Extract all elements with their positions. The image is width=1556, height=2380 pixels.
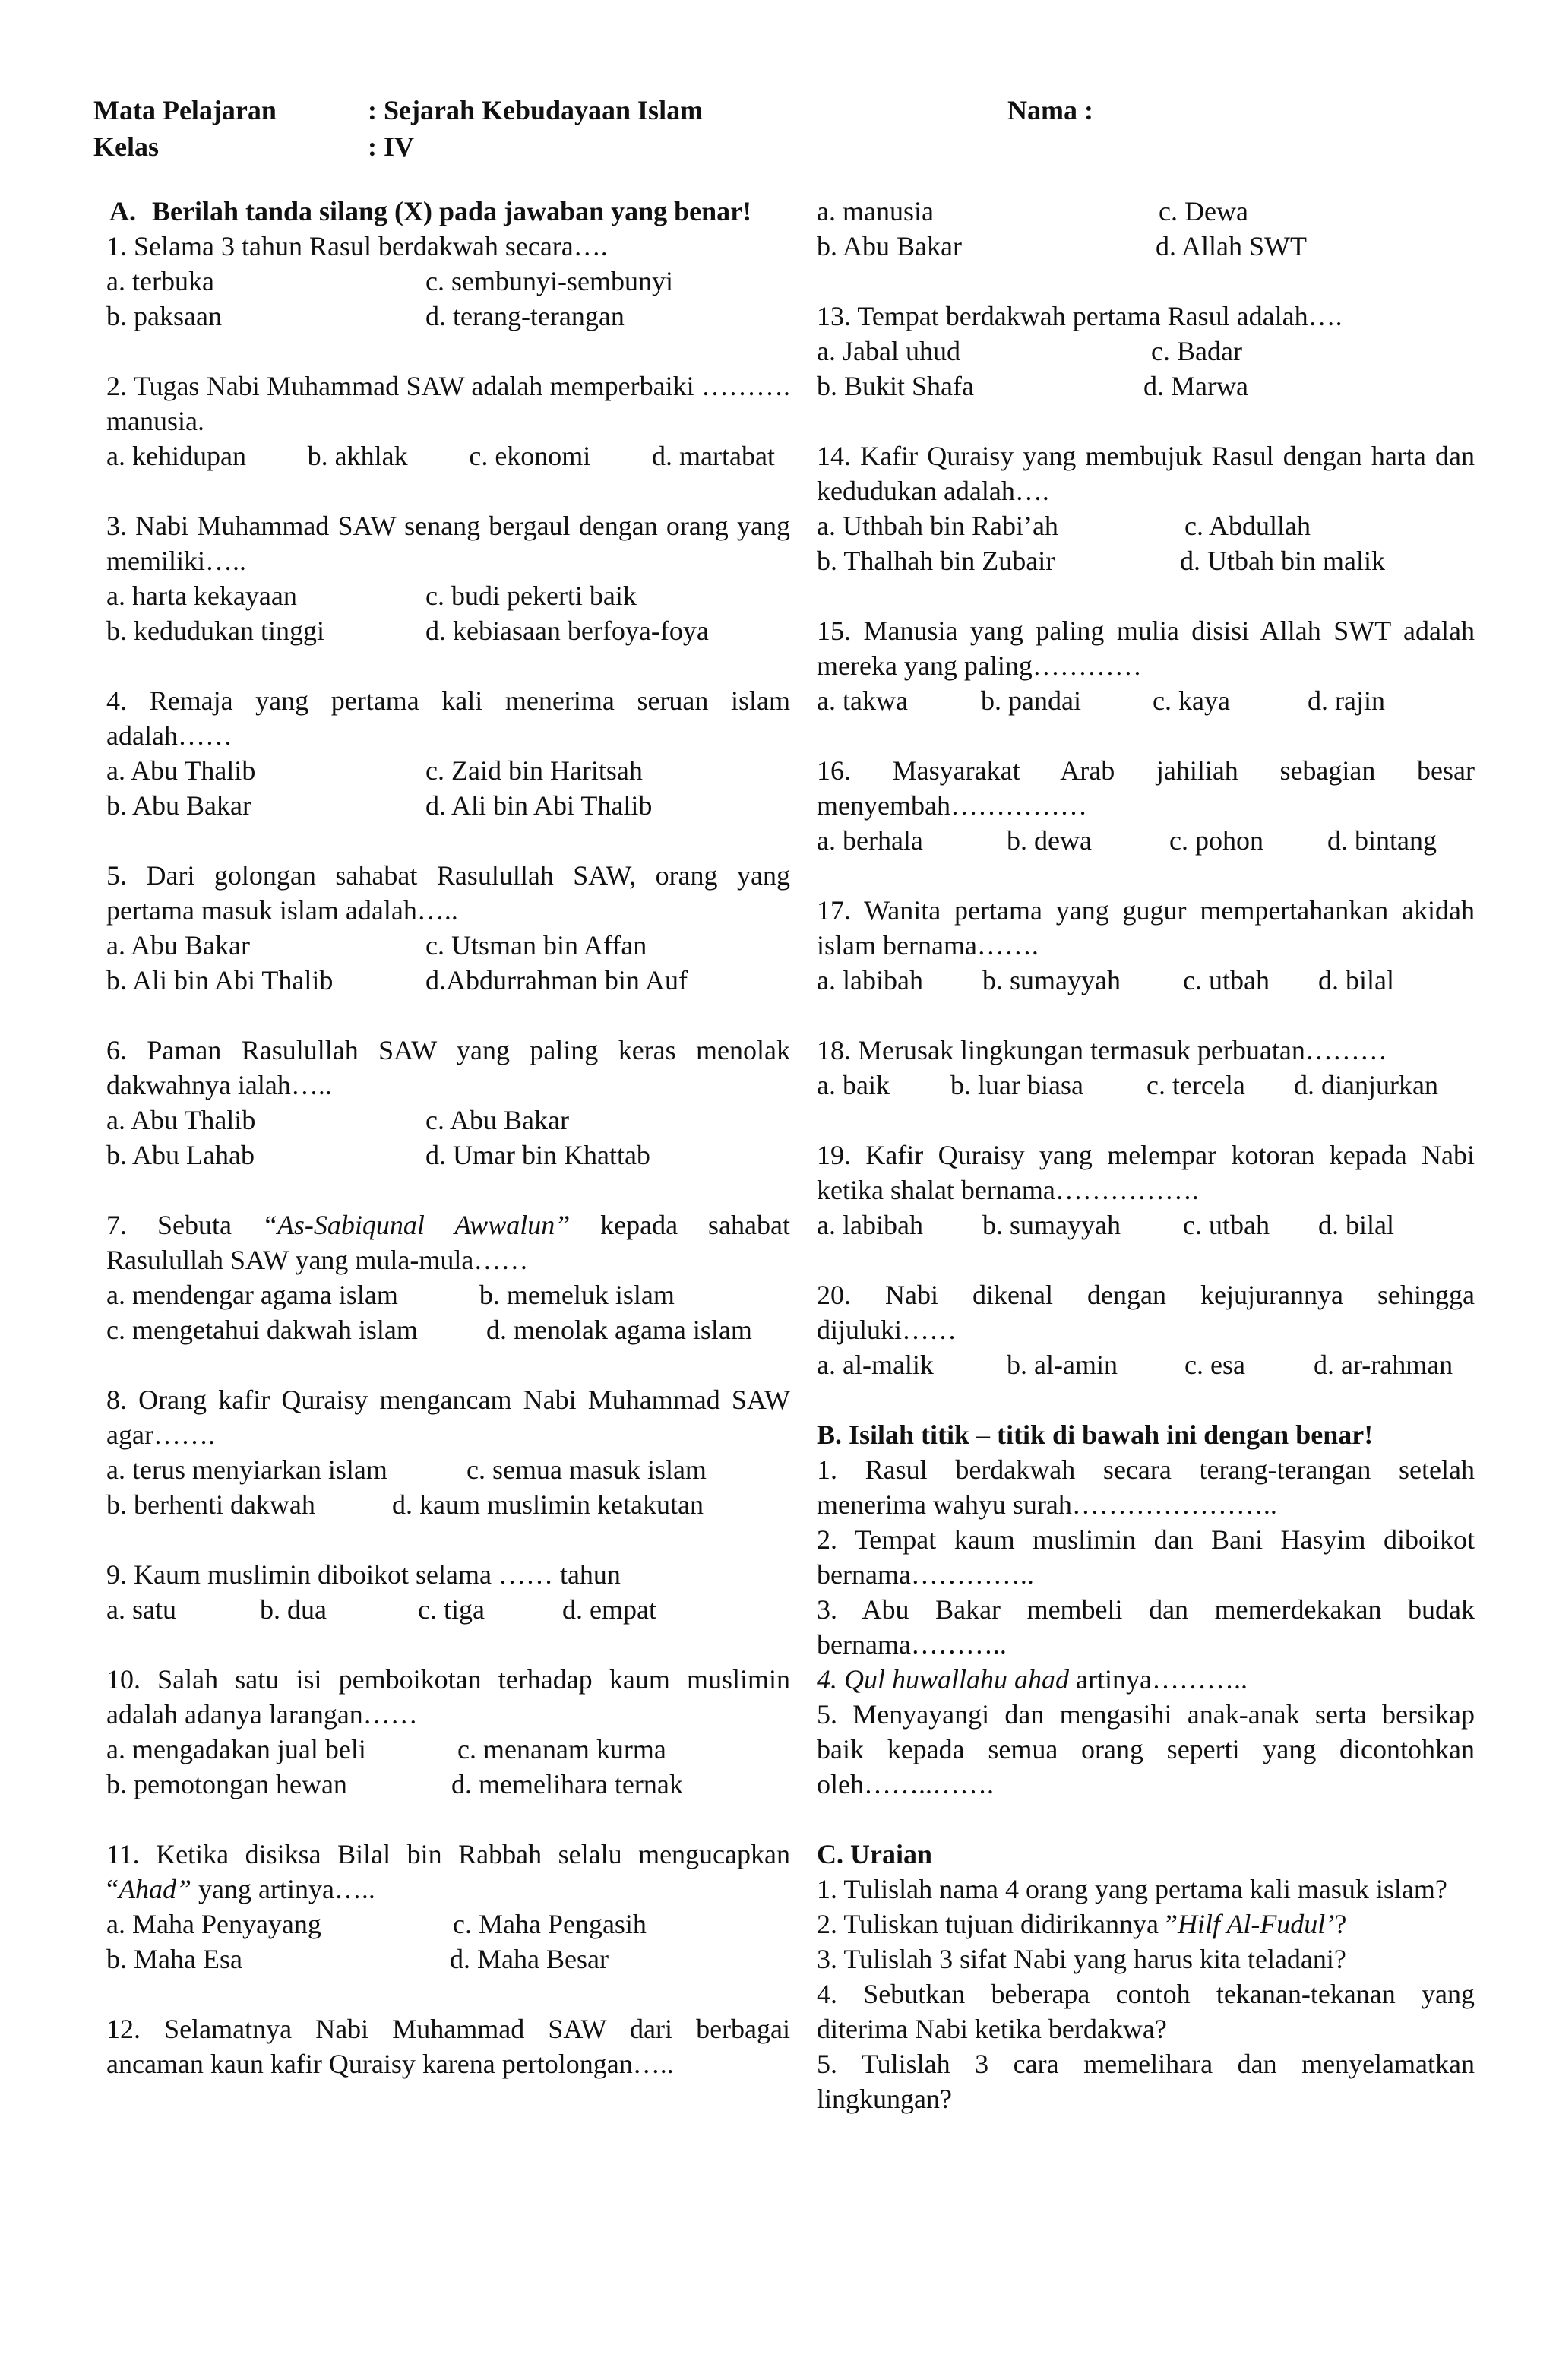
option-a[interactable]: a. mendengar agama islam [106, 1280, 398, 1310]
section-b-item-1: 1. Rasul berdakwah secara terang-terangan setelah menerima wahyu surah………………….. [817, 1454, 1475, 1520]
option-a[interactable]: a. al-malik [817, 1350, 934, 1380]
question-1 [106, 229, 790, 334]
option-d[interactable]: d. empat [562, 1594, 656, 1625]
question-text: 7. Sebuta “As-Sabiqunal Awwalun” kepada sahabat Rasulullah SAW yang mula-mula…… [106, 1210, 790, 1275]
option-a[interactable]: a. takwa [817, 685, 908, 716]
section-c-item-4: 4. Sebutkan beberapa contoh tekanan-tekanan yang diterima Nabi ketika berdakwa? [817, 1979, 1475, 2044]
option-c[interactable]: c. tercela [1146, 1070, 1245, 1100]
option-a[interactable]: a. Abu Thalib [106, 755, 256, 786]
question-text: 17. Wanita pertama yang gugur mempertahankan akidah islam bernama……. [817, 895, 1475, 961]
question-2 [106, 369, 790, 473]
question-20 [817, 1277, 1475, 1382]
option-b[interactable]: b. al-amin [1007, 1350, 1118, 1380]
subject-value: : Sejarah Kebudayaan Islam [368, 95, 704, 125]
question-text: 20. Nabi dikenal dengan kejujurannya sehingga dijuluki…… [817, 1280, 1475, 1345]
option-a[interactable]: a. baik [817, 1070, 890, 1100]
option-c[interactable]: c. kaya [1153, 685, 1230, 716]
option-b[interactable]: b. sumayyah [982, 1210, 1121, 1240]
option-c[interactable]: c. utbah [1183, 965, 1270, 995]
section-b-item-3: 3. Abu Bakar membeli dan memerdekakan budak bernama……….. [817, 1594, 1475, 1660]
option-b[interactable]: b. sumayyah [982, 965, 1121, 995]
option-c[interactable]: c. esa [1184, 1350, 1245, 1380]
class-value: : IV [368, 131, 414, 162]
option-b[interactable]: b. akhlak [307, 441, 408, 471]
option-a[interactable]: a. Abu Thalib [106, 1105, 256, 1135]
option-b[interactable]: b. paksaan [106, 301, 222, 331]
question-19 [817, 1138, 1475, 1242]
question-text: 10. Salah satu isi pemboikotan terhadap kaum muslimin adalah adanya larangan…… [106, 1664, 790, 1730]
section-a-letter: A. [109, 196, 136, 226]
option-a[interactable]: a. harta kekayaan [106, 581, 297, 611]
question-text: 16. Masyarakat Arab jahiliah sebagian besar menyembah…………… [817, 755, 1475, 821]
option-b[interactable]: b. kedudukan tinggi [106, 616, 324, 646]
option-b[interactable]: b. berhenti dakwah [106, 1489, 315, 1520]
option-d[interactable]: d. Utbah bin malik [1180, 546, 1385, 576]
question-text: 4. Remaja yang pertama kali menerima seruan islam adalah…… [106, 685, 790, 751]
question-16 [817, 753, 1475, 858]
option-d[interactable]: d. Marwa [1143, 371, 1248, 401]
option-c[interactable]: c. menanam kurma [457, 1734, 666, 1764]
question-4 [106, 683, 790, 823]
section-c-item-1: 1. Tulislah nama 4 orang yang pertama kali masuk islam? [817, 1874, 1447, 1904]
question-text: 1. Selama 3 tahun Rasul berdakwah secara…. [106, 231, 608, 261]
option-d[interactable]: d.Abdurrahman bin Auf [425, 965, 688, 995]
option-c[interactable]: c. Abdullah [1184, 511, 1311, 541]
question-text: 18. Merusak lingkungan termasuk perbuatan……… [817, 1035, 1387, 1065]
option-d[interactable]: d. ar-rahman [1314, 1350, 1453, 1380]
option-b[interactable]: b. Bukit Shafa [817, 371, 974, 401]
option-c[interactable]: c. Dewa [1159, 196, 1248, 226]
question-text: 14. Kafir Quraisy yang membujuk Rasul dengan harta dan kedudukan adalah…. [817, 441, 1475, 506]
section-a-heading [106, 194, 790, 229]
option-d[interactable]: d. kaum muslimin ketakutan [392, 1489, 704, 1520]
option-a[interactable]: a. Uthbah bin Rabi’ah [817, 511, 1058, 541]
question-text: 11. Ketika disiksa Bilal bin Rabbah selalu mengucapkan “Ahad” yang artinya….. [106, 1839, 790, 1904]
section-b-item-2: 2. Tempat kaum muslimin dan Bani Hasyim diboikot bernama………….. [817, 1524, 1475, 1590]
option-a[interactable]: a. terbuka [106, 266, 214, 296]
option-a[interactable]: a. satu [106, 1594, 176, 1625]
option-c[interactable]: c. mengetahui dakwah islam [106, 1315, 418, 1345]
section-b [817, 1417, 1475, 1802]
question-9 [106, 1557, 790, 1627]
section-b-item-5: 5. Menyayangi dan mengasihi anak-anak serta bersikap baik kepada semua orang seperti yang dicontohkan oleh……..……. [817, 1699, 1475, 1799]
option-d[interactable]: d. Umar bin Khattab [425, 1140, 650, 1170]
option-b[interactable]: b. Thalhah bin Zubair [817, 546, 1055, 576]
option-a[interactable]: a. mengadakan jual beli [106, 1734, 366, 1764]
question-18 [817, 1033, 1475, 1103]
option-c[interactable]: c. ekonomi [469, 441, 591, 471]
option-b[interactable]: b. Abu Bakar [106, 790, 251, 821]
option-b[interactable]: b. dua [260, 1594, 327, 1625]
question-3 [106, 508, 790, 648]
question-7 [106, 1207, 790, 1347]
option-d[interactable]: d. Ali bin Abi Thalib [425, 790, 653, 821]
option-b[interactable]: b. pandai [981, 685, 1081, 716]
option-c[interactable]: c. Abu Bakar [425, 1105, 569, 1135]
section-a-title: Berilah tanda silang (X) pada jawaban yang benar! [152, 196, 752, 226]
option-d[interactable]: d. Allah SWT [1156, 231, 1307, 261]
option-d[interactable]: d. martabat [652, 441, 775, 471]
option-c[interactable]: c. sembunyi-sembunyi [425, 266, 673, 296]
option-d[interactable]: d. bilal [1318, 1210, 1394, 1240]
option-d[interactable]: d. menolak agama islam [486, 1315, 752, 1345]
option-c[interactable]: c. utbah [1183, 1210, 1270, 1240]
option-a[interactable]: a. berhala [817, 825, 923, 856]
section-c-title: C. Uraian [817, 1839, 932, 1869]
option-d[interactable]: d. rajin [1308, 685, 1385, 716]
option-d[interactable]: d. memelihara ternak [451, 1769, 683, 1799]
option-c[interactable]: c. Utsman bin Affan [425, 930, 647, 961]
section-b-title: B. Isilah titik – titik di bawah ini dengan benar! [817, 1419, 1374, 1450]
section-c-item-5: 5. Tulislah 3 cara memelihara dan menyelamatkan lingkungan? [817, 2049, 1475, 2114]
question-text: 19. Kafir Quraisy yang melempar kotoran kepada Nabi ketika shalat bernama……………. [817, 1140, 1475, 1205]
question-12-options [817, 194, 1475, 264]
option-a[interactable]: a. Abu Bakar [106, 930, 250, 961]
option-a[interactable]: a. manusia [817, 196, 934, 226]
question-11 [106, 1837, 790, 1976]
option-d[interactable]: d. dianjurkan [1294, 1070, 1438, 1100]
question-10 [106, 1662, 790, 1802]
question-text: 13. Tempat berdakwah pertama Rasul adalah…. [817, 301, 1343, 331]
question-text: 8. Orang kafir Quraisy mengancam Nabi Muhammad SAW agar……. [106, 1385, 790, 1450]
question-6 [106, 1033, 790, 1173]
option-b[interactable]: b. dewa [1007, 825, 1092, 856]
class-label: Kelas [93, 131, 159, 162]
option-d[interactable]: d. bilal [1318, 965, 1394, 995]
left-column [106, 194, 790, 2081]
option-a[interactable]: a. labibah [817, 1210, 923, 1240]
option-c[interactable]: c. pohon [1169, 825, 1263, 856]
option-c[interactable]: c. tiga [418, 1594, 485, 1625]
question-14 [817, 438, 1475, 578]
question-text: 9. Kaum muslimin diboikot selama …… tahun [106, 1559, 621, 1590]
question-text: 6. Paman Rasulullah SAW yang paling keras menolak dakwahnya ialah….. [106, 1035, 790, 1100]
option-d[interactable]: d. kebiasaan berfoya-foya [425, 616, 709, 646]
option-c[interactable]: c. Badar [1151, 336, 1242, 366]
option-a[interactable]: a. kehidupan [106, 441, 246, 471]
option-a[interactable]: a. terus menyiarkan islam [106, 1454, 387, 1485]
option-a[interactable]: a. labibah [817, 965, 923, 995]
option-b[interactable]: b. Abu Lahab [106, 1140, 255, 1170]
section-c-item-3: 3. Tulislah 3 sifat Nabi yang harus kita teladani? [817, 1944, 1346, 1974]
option-c[interactable]: c. budi pekerti baik [425, 581, 637, 611]
option-b[interactable]: b. Abu Bakar [817, 231, 962, 261]
option-d[interactable]: d. Maha Besar [450, 1944, 609, 1974]
question-text: 12. Selamatnya Nabi Muhammad SAW dari berbagai ancaman kaun kafir Quraisy karena pertolongan….. [106, 2014, 790, 2079]
question-5 [106, 858, 790, 998]
section-c-item-2: 2. Tuliskan tujuan didirikannya ”Hilf Al-Fudul’? [817, 1909, 1347, 1939]
question-text: 5. Dari golongan sahabat Rasulullah SAW, orang yang pertama masuk islam adalah….. [106, 860, 790, 926]
question-17 [817, 893, 1475, 998]
question-12 [106, 2011, 790, 2081]
option-b[interactable]: b. Maha Esa [106, 1944, 242, 1974]
question-15 [817, 613, 1475, 718]
option-a[interactable]: a. Maha Penyayang [106, 1909, 321, 1939]
question-text: 3. Nabi Muhammad SAW senang bergaul dengan orang yang memiliki….. [106, 511, 790, 576]
question-13 [817, 299, 1475, 404]
option-b[interactable]: b. memeluk islam [479, 1280, 675, 1310]
section-b-item-4: 4. Qul huwallahu ahad artinya……….. [817, 1664, 1248, 1695]
option-d[interactable]: d. bintang [1327, 825, 1437, 856]
option-b[interactable]: b. Ali bin Abi Thalib [106, 965, 334, 995]
question-text: 15. Manusia yang paling mulia disisi Allah SWT adalah mereka yang paling………… [817, 616, 1475, 681]
name-label: Nama : [1007, 95, 1093, 125]
option-c[interactable]: c. Zaid bin Haritsah [425, 755, 643, 786]
subject-label: Mata Pelajaran [93, 95, 277, 125]
question-text: 2. Tugas Nabi Muhammad SAW adalah memperbaiki ………. manusia. [106, 371, 790, 436]
option-a[interactable]: a. Jabal uhud [817, 336, 960, 366]
option-c[interactable]: c. semua masuk islam [466, 1454, 707, 1485]
option-c[interactable]: c. Maha Pengasih [453, 1909, 647, 1939]
option-b[interactable]: b. luar biasa [950, 1070, 1083, 1100]
right-column [817, 194, 1475, 2151]
option-d[interactable]: d. terang-terangan [425, 301, 625, 331]
option-b[interactable]: b. pemotongan hewan [106, 1769, 347, 1799]
question-8 [106, 1382, 790, 1522]
section-c [817, 1837, 1475, 2116]
